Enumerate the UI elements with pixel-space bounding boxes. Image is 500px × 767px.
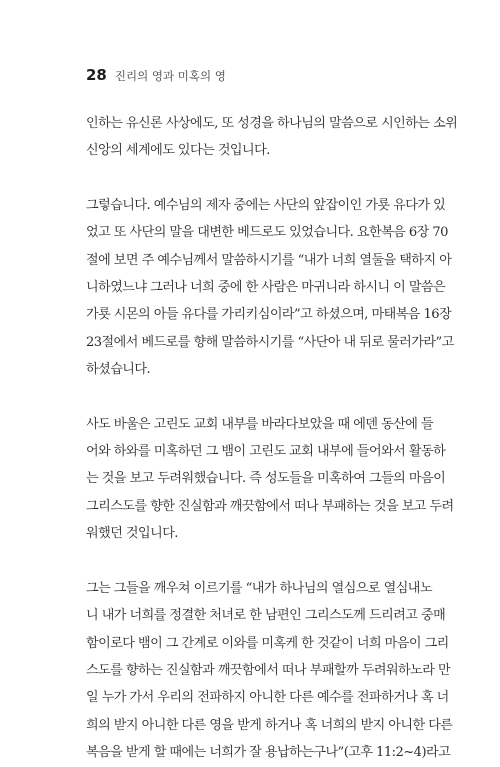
text-line: 절에 보면 주 예수님께서 말씀하시기를 “내가 너희 열둘을 택하지 아 — [86, 252, 452, 268]
text-line: 희의 받지 아니한 다른 영을 받게 하거나 혹 너희의 받지 아니한 다른 — [86, 717, 453, 733]
text-line: 그렇습니다. 예수님의 제자 중에는 사단의 앞잡이인 가룟 유다가 있 — [86, 197, 446, 213]
body-text — [86, 110, 458, 767]
text-line: 워했던 것입니다. — [86, 526, 178, 542]
paragraph-2 — [86, 192, 454, 384]
text-line: 니 내가 너희를 정결한 처녀로 한 남편인 그리스도께 드리려고 중매 — [86, 608, 446, 624]
text-line: 23절에서 베드로를 향해 말씀하시기를 “사단아 내 뒤로 물러가라”고 — [86, 334, 454, 350]
page-number: 28 — [86, 66, 107, 84]
text-line: 가룟 시몬의 아들 유다를 가리키심이라”고 하셨으며, 마태복음 16장 — [86, 307, 452, 323]
text-line: 복음을 받게 할 때에는 너희가 잘 용납하는구나”(고후 11:2~4)라고 — [86, 745, 451, 761]
text-line: 일 누가 가서 우리의 전파하지 아니한 다른 예수를 전파하거나 혹 너 — [86, 690, 449, 706]
paragraph-4 — [86, 575, 453, 767]
paragraph-3 — [86, 411, 454, 548]
text-line: 인하는 유신론 사상에도, 또 성경을 하나님의 말씀으로 시인하는 소위 — [86, 116, 458, 131]
text-line: 스도를 향하는 진실함과 깨끗함에서 떠나 부패할까 두려워하노라 만 — [86, 662, 451, 678]
text-line: 니하였느냐 그러나 너희 중에 한 사람은 마귀니라 하시니 이 말씀은 — [86, 280, 446, 296]
text-line: 그는 그들을 깨우쳐 이르기를 “내가 하나님의 열심으로 열심내노 — [86, 580, 432, 596]
text-line: 함이로다 뱀이 그 간계로 이와를 미혹케 한 것같이 너희 마음이 그리 — [86, 635, 449, 651]
page-header — [86, 66, 226, 84]
paragraph-1 — [86, 110, 458, 165]
text-line: 어와 하와를 미혹하던 그 뱀이 고린도 교회 내부에 들어와서 활동하 — [86, 444, 446, 460]
text-line: 었고 또 사단의 말을 대변한 베드로도 있었습니다. 요한복음 6장 70 — [86, 225, 448, 241]
text-line: 사도 바울은 고린도 교회 내부를 바라다보았을 때 에덴 동산에 들 — [86, 416, 434, 432]
text-line: 하셨습니다. — [86, 362, 151, 378]
running-title: 진리의 영과 미혹의 영 — [114, 69, 226, 83]
text-line: 그리스도를 향한 진실함과 깨끗함에서 떠나 부패하는 것을 보고 두려 — [86, 498, 454, 514]
text-line: 는 것을 보고 두려워했습니다. 즉 성도들을 미혹하여 그들의 마음이 — [86, 471, 446, 487]
text-line: 신앙의 세계에도 있다는 것입니다. — [86, 143, 270, 159]
